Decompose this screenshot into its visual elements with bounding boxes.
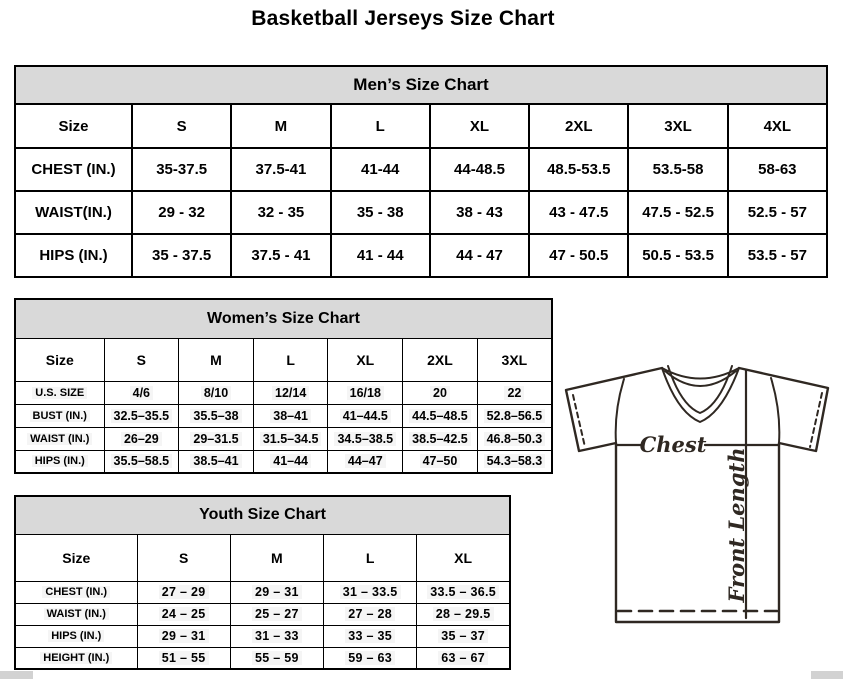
size-value-text: 22 bbox=[504, 386, 524, 400]
size-value-cell bbox=[104, 427, 179, 450]
size-value-cell bbox=[230, 625, 323, 647]
size-value-cell bbox=[324, 581, 417, 603]
size-value-text: 47–50 bbox=[420, 454, 461, 468]
size-value-text: 53.5 - 57 bbox=[747, 247, 807, 264]
men-column-header: XL bbox=[430, 104, 529, 148]
size-value-text: 32 - 35 bbox=[257, 204, 305, 221]
jersey-diagram bbox=[556, 355, 840, 647]
size-value-cell bbox=[728, 234, 827, 277]
size-value-text: 44 - 47 bbox=[456, 247, 503, 264]
size-value-text: 47 - 50.5 bbox=[549, 247, 609, 264]
size-value-cell bbox=[230, 647, 323, 669]
size-value-text: 50.5 - 53.5 bbox=[642, 247, 714, 264]
size-value-cell bbox=[132, 191, 231, 234]
size-value-text: 53.5-58 bbox=[652, 161, 704, 178]
size-value-cell bbox=[403, 404, 478, 427]
sleeve-stitch-right bbox=[810, 393, 822, 447]
row-label bbox=[15, 450, 104, 473]
size-value-cell bbox=[324, 603, 417, 625]
size-value-cell bbox=[403, 427, 478, 450]
size-value-text: 63 – 67 bbox=[438, 651, 488, 665]
size-value-text: 31.5–34.5 bbox=[260, 432, 322, 446]
row-label bbox=[15, 234, 132, 277]
size-value-text: 24 – 25 bbox=[159, 607, 209, 621]
size-value-text: 47.5 - 52.5 bbox=[642, 204, 714, 221]
size-value-cell bbox=[331, 148, 430, 191]
size-value-text: 32.5–35.5 bbox=[111, 409, 173, 423]
size-value-text: 52.8–56.5 bbox=[484, 409, 546, 423]
size-value-text: 33 – 35 bbox=[345, 629, 395, 643]
jersey-collar-path bbox=[662, 366, 739, 422]
size-value-text: 54.3–58.3 bbox=[484, 454, 546, 468]
size-value-cell bbox=[331, 234, 430, 277]
size-value-text: 38.5–42.5 bbox=[409, 432, 471, 446]
size-value-text: 35 - 38 bbox=[356, 204, 404, 221]
size-value-cell bbox=[417, 603, 510, 625]
size-value-text: 38–41 bbox=[270, 409, 311, 423]
women-column-header: 3XL bbox=[477, 338, 552, 381]
youth-table-title: Youth Size Chart bbox=[15, 496, 510, 534]
row-label-text: HEIGHT (IN.) bbox=[40, 652, 112, 664]
scrollbar-fragment-left[interactable] bbox=[0, 671, 33, 679]
size-value-text: 51 – 55 bbox=[159, 651, 209, 665]
men-column-header: 2XL bbox=[529, 104, 628, 148]
size-value-text: 38.5–41 bbox=[190, 454, 241, 468]
size-value-text: 26–29 bbox=[121, 432, 162, 446]
women-table-row bbox=[15, 404, 552, 427]
youth-table-row bbox=[15, 581, 510, 603]
size-value-text: 25 – 27 bbox=[252, 607, 302, 621]
size-value-cell bbox=[253, 381, 328, 404]
size-value-text: 29–31.5 bbox=[190, 432, 241, 446]
women-column-header: L bbox=[253, 338, 328, 381]
size-value-cell bbox=[324, 625, 417, 647]
size-value-cell bbox=[403, 450, 478, 473]
size-value-text: 44.5–48.5 bbox=[409, 409, 471, 423]
women-column-header: Size bbox=[15, 338, 104, 381]
youth-column-header: L bbox=[324, 534, 417, 581]
women-column-header: S bbox=[104, 338, 179, 381]
size-value-text: 35 – 37 bbox=[438, 629, 488, 643]
size-value-text: 48.5-53.5 bbox=[547, 161, 611, 178]
size-value-text: 12/14 bbox=[272, 386, 309, 400]
row-label-text: U.S. SIZE bbox=[32, 387, 87, 399]
size-value-text: 20 bbox=[430, 386, 450, 400]
scrollbar-fragment-right[interactable] bbox=[811, 671, 843, 679]
row-label-text: CHEST (IN.) bbox=[31, 161, 116, 178]
men-column-header: 4XL bbox=[728, 104, 827, 148]
size-value-text: 38 - 43 bbox=[456, 204, 503, 221]
size-value-cell bbox=[628, 148, 727, 191]
size-value-text: 58-63 bbox=[758, 161, 797, 178]
row-label bbox=[15, 148, 132, 191]
women-table-row bbox=[15, 381, 552, 404]
size-value-cell bbox=[417, 647, 510, 669]
size-value-text: 46.8–50.3 bbox=[484, 432, 546, 446]
row-label-text: HIPS (IN.) bbox=[48, 630, 104, 642]
size-value-cell bbox=[253, 427, 328, 450]
size-value-cell bbox=[331, 191, 430, 234]
size-value-cell bbox=[179, 450, 254, 473]
size-value-text: 41-44 bbox=[361, 161, 400, 178]
size-value-text: 43 - 47.5 bbox=[549, 204, 609, 221]
size-value-cell bbox=[137, 647, 230, 669]
youth-column-header: M bbox=[230, 534, 323, 581]
youth-table-row bbox=[15, 625, 510, 647]
size-value-cell bbox=[253, 450, 328, 473]
row-label-text: HIPS (IN.) bbox=[39, 247, 108, 264]
size-value-cell bbox=[137, 625, 230, 647]
women-column-header: M bbox=[179, 338, 254, 381]
size-value-cell bbox=[137, 581, 230, 603]
size-value-text: 29 – 31 bbox=[159, 629, 209, 643]
row-label-text: HIPS (IN.) bbox=[32, 455, 88, 467]
jersey-outline-path bbox=[566, 368, 828, 622]
size-value-cell bbox=[231, 148, 330, 191]
size-value-text: 28 – 29.5 bbox=[433, 607, 494, 621]
size-value-cell bbox=[132, 148, 231, 191]
youth-column-header: XL bbox=[417, 534, 510, 581]
size-value-cell bbox=[328, 450, 403, 473]
size-value-cell bbox=[477, 404, 552, 427]
sleeve-stitch-left bbox=[573, 395, 585, 447]
page-title: Basketball Jerseys Size Chart bbox=[251, 7, 555, 30]
womens-size-chart-table bbox=[14, 298, 553, 474]
front-length-label: Front Length bbox=[724, 447, 749, 603]
row-label-text: WAIST (IN.) bbox=[27, 433, 92, 445]
size-value-cell bbox=[403, 381, 478, 404]
size-value-cell bbox=[179, 404, 254, 427]
size-value-text: 29 - 32 bbox=[158, 204, 205, 221]
size-value-cell bbox=[328, 427, 403, 450]
size-value-cell bbox=[628, 234, 727, 277]
size-value-text: 55 – 59 bbox=[252, 651, 302, 665]
size-value-cell bbox=[179, 381, 254, 404]
size-value-text: 33.5 – 36.5 bbox=[427, 585, 499, 599]
chest-label: Chest bbox=[639, 432, 707, 457]
men-column-header: L bbox=[331, 104, 430, 148]
size-value-cell bbox=[179, 427, 254, 450]
size-value-cell bbox=[137, 603, 230, 625]
size-value-text: 44-48.5 bbox=[454, 161, 505, 178]
size-value-cell bbox=[628, 191, 727, 234]
row-label bbox=[15, 381, 104, 404]
size-value-cell bbox=[529, 148, 628, 191]
size-value-text: 27 – 28 bbox=[345, 607, 395, 621]
men-table-row bbox=[15, 148, 827, 191]
row-label bbox=[15, 625, 137, 647]
size-value-text: 31 – 33.5 bbox=[340, 585, 401, 599]
women-column-header: 2XL bbox=[403, 338, 478, 381]
row-label bbox=[15, 647, 137, 669]
men-column-header: S bbox=[132, 104, 231, 148]
women-table-title: Women’s Size Chart bbox=[15, 299, 552, 338]
size-value-cell bbox=[132, 234, 231, 277]
size-value-cell bbox=[417, 625, 510, 647]
size-value-cell bbox=[477, 381, 552, 404]
size-value-cell bbox=[529, 191, 628, 234]
size-value-text: 16/18 bbox=[347, 386, 384, 400]
size-value-cell bbox=[104, 404, 179, 427]
men-table-row bbox=[15, 191, 827, 234]
size-value-text: 41–44 bbox=[270, 454, 311, 468]
size-value-cell bbox=[430, 148, 529, 191]
size-value-cell bbox=[477, 450, 552, 473]
size-value-text: 41–44.5 bbox=[340, 409, 391, 423]
row-label bbox=[15, 427, 104, 450]
size-value-text: 31 – 33 bbox=[252, 629, 302, 643]
size-value-text: 52.5 - 57 bbox=[747, 204, 807, 221]
men-table-title: Men’s Size Chart bbox=[15, 66, 827, 104]
size-value-text: 35-37.5 bbox=[156, 161, 208, 178]
size-value-cell bbox=[430, 191, 529, 234]
size-value-cell bbox=[231, 191, 330, 234]
size-value-cell bbox=[253, 404, 328, 427]
row-label-text: BUST (IN.) bbox=[30, 410, 90, 422]
row-label bbox=[15, 581, 137, 603]
size-value-text: 35 - 37.5 bbox=[152, 247, 212, 264]
youth-size-chart-table bbox=[14, 495, 511, 670]
men-column-header: 3XL bbox=[628, 104, 727, 148]
size-value-cell bbox=[417, 581, 510, 603]
size-value-cell bbox=[104, 381, 179, 404]
size-value-text: 29 – 31 bbox=[252, 585, 302, 599]
men-column-header: Size bbox=[15, 104, 132, 148]
size-value-text: 41 - 44 bbox=[356, 247, 404, 264]
youth-table-row bbox=[15, 647, 510, 669]
youth-table-row bbox=[15, 603, 510, 625]
size-value-text: 35.5–58.5 bbox=[111, 454, 173, 468]
size-value-text: 37.5-41 bbox=[255, 161, 307, 178]
row-label bbox=[15, 404, 104, 427]
size-value-cell bbox=[477, 427, 552, 450]
women-table-row bbox=[15, 450, 552, 473]
size-value-cell bbox=[328, 404, 403, 427]
size-value-text: 59 – 63 bbox=[345, 651, 395, 665]
size-value-text: 37.5 - 41 bbox=[251, 247, 311, 264]
size-value-cell bbox=[328, 381, 403, 404]
women-table-row bbox=[15, 427, 552, 450]
size-value-text: 44–47 bbox=[345, 454, 386, 468]
row-label bbox=[15, 603, 137, 625]
mens-size-chart-table bbox=[14, 65, 828, 278]
men-column-header: M bbox=[231, 104, 330, 148]
size-value-text: 34.5–38.5 bbox=[334, 432, 396, 446]
size-value-cell bbox=[529, 234, 628, 277]
size-value-cell bbox=[728, 191, 827, 234]
size-value-text: 8/10 bbox=[201, 386, 231, 400]
size-value-text: 35.5–38 bbox=[190, 409, 241, 423]
size-value-cell bbox=[230, 581, 323, 603]
row-label-text: WAIST (IN.) bbox=[44, 608, 109, 620]
size-value-cell bbox=[231, 234, 330, 277]
row-label-text: WAIST(IN.) bbox=[35, 204, 112, 221]
size-value-cell bbox=[728, 148, 827, 191]
size-value-cell bbox=[230, 603, 323, 625]
size-value-text: 27 – 29 bbox=[159, 585, 209, 599]
row-label bbox=[15, 191, 132, 234]
size-value-cell bbox=[324, 647, 417, 669]
size-value-text: 4/6 bbox=[130, 386, 153, 400]
size-value-cell bbox=[430, 234, 529, 277]
men-table-row bbox=[15, 234, 827, 277]
women-column-header: XL bbox=[328, 338, 403, 381]
youth-column-header: S bbox=[137, 534, 230, 581]
youth-column-header: Size bbox=[15, 534, 137, 581]
size-value-cell bbox=[104, 450, 179, 473]
row-label-text: CHEST (IN.) bbox=[42, 586, 110, 598]
